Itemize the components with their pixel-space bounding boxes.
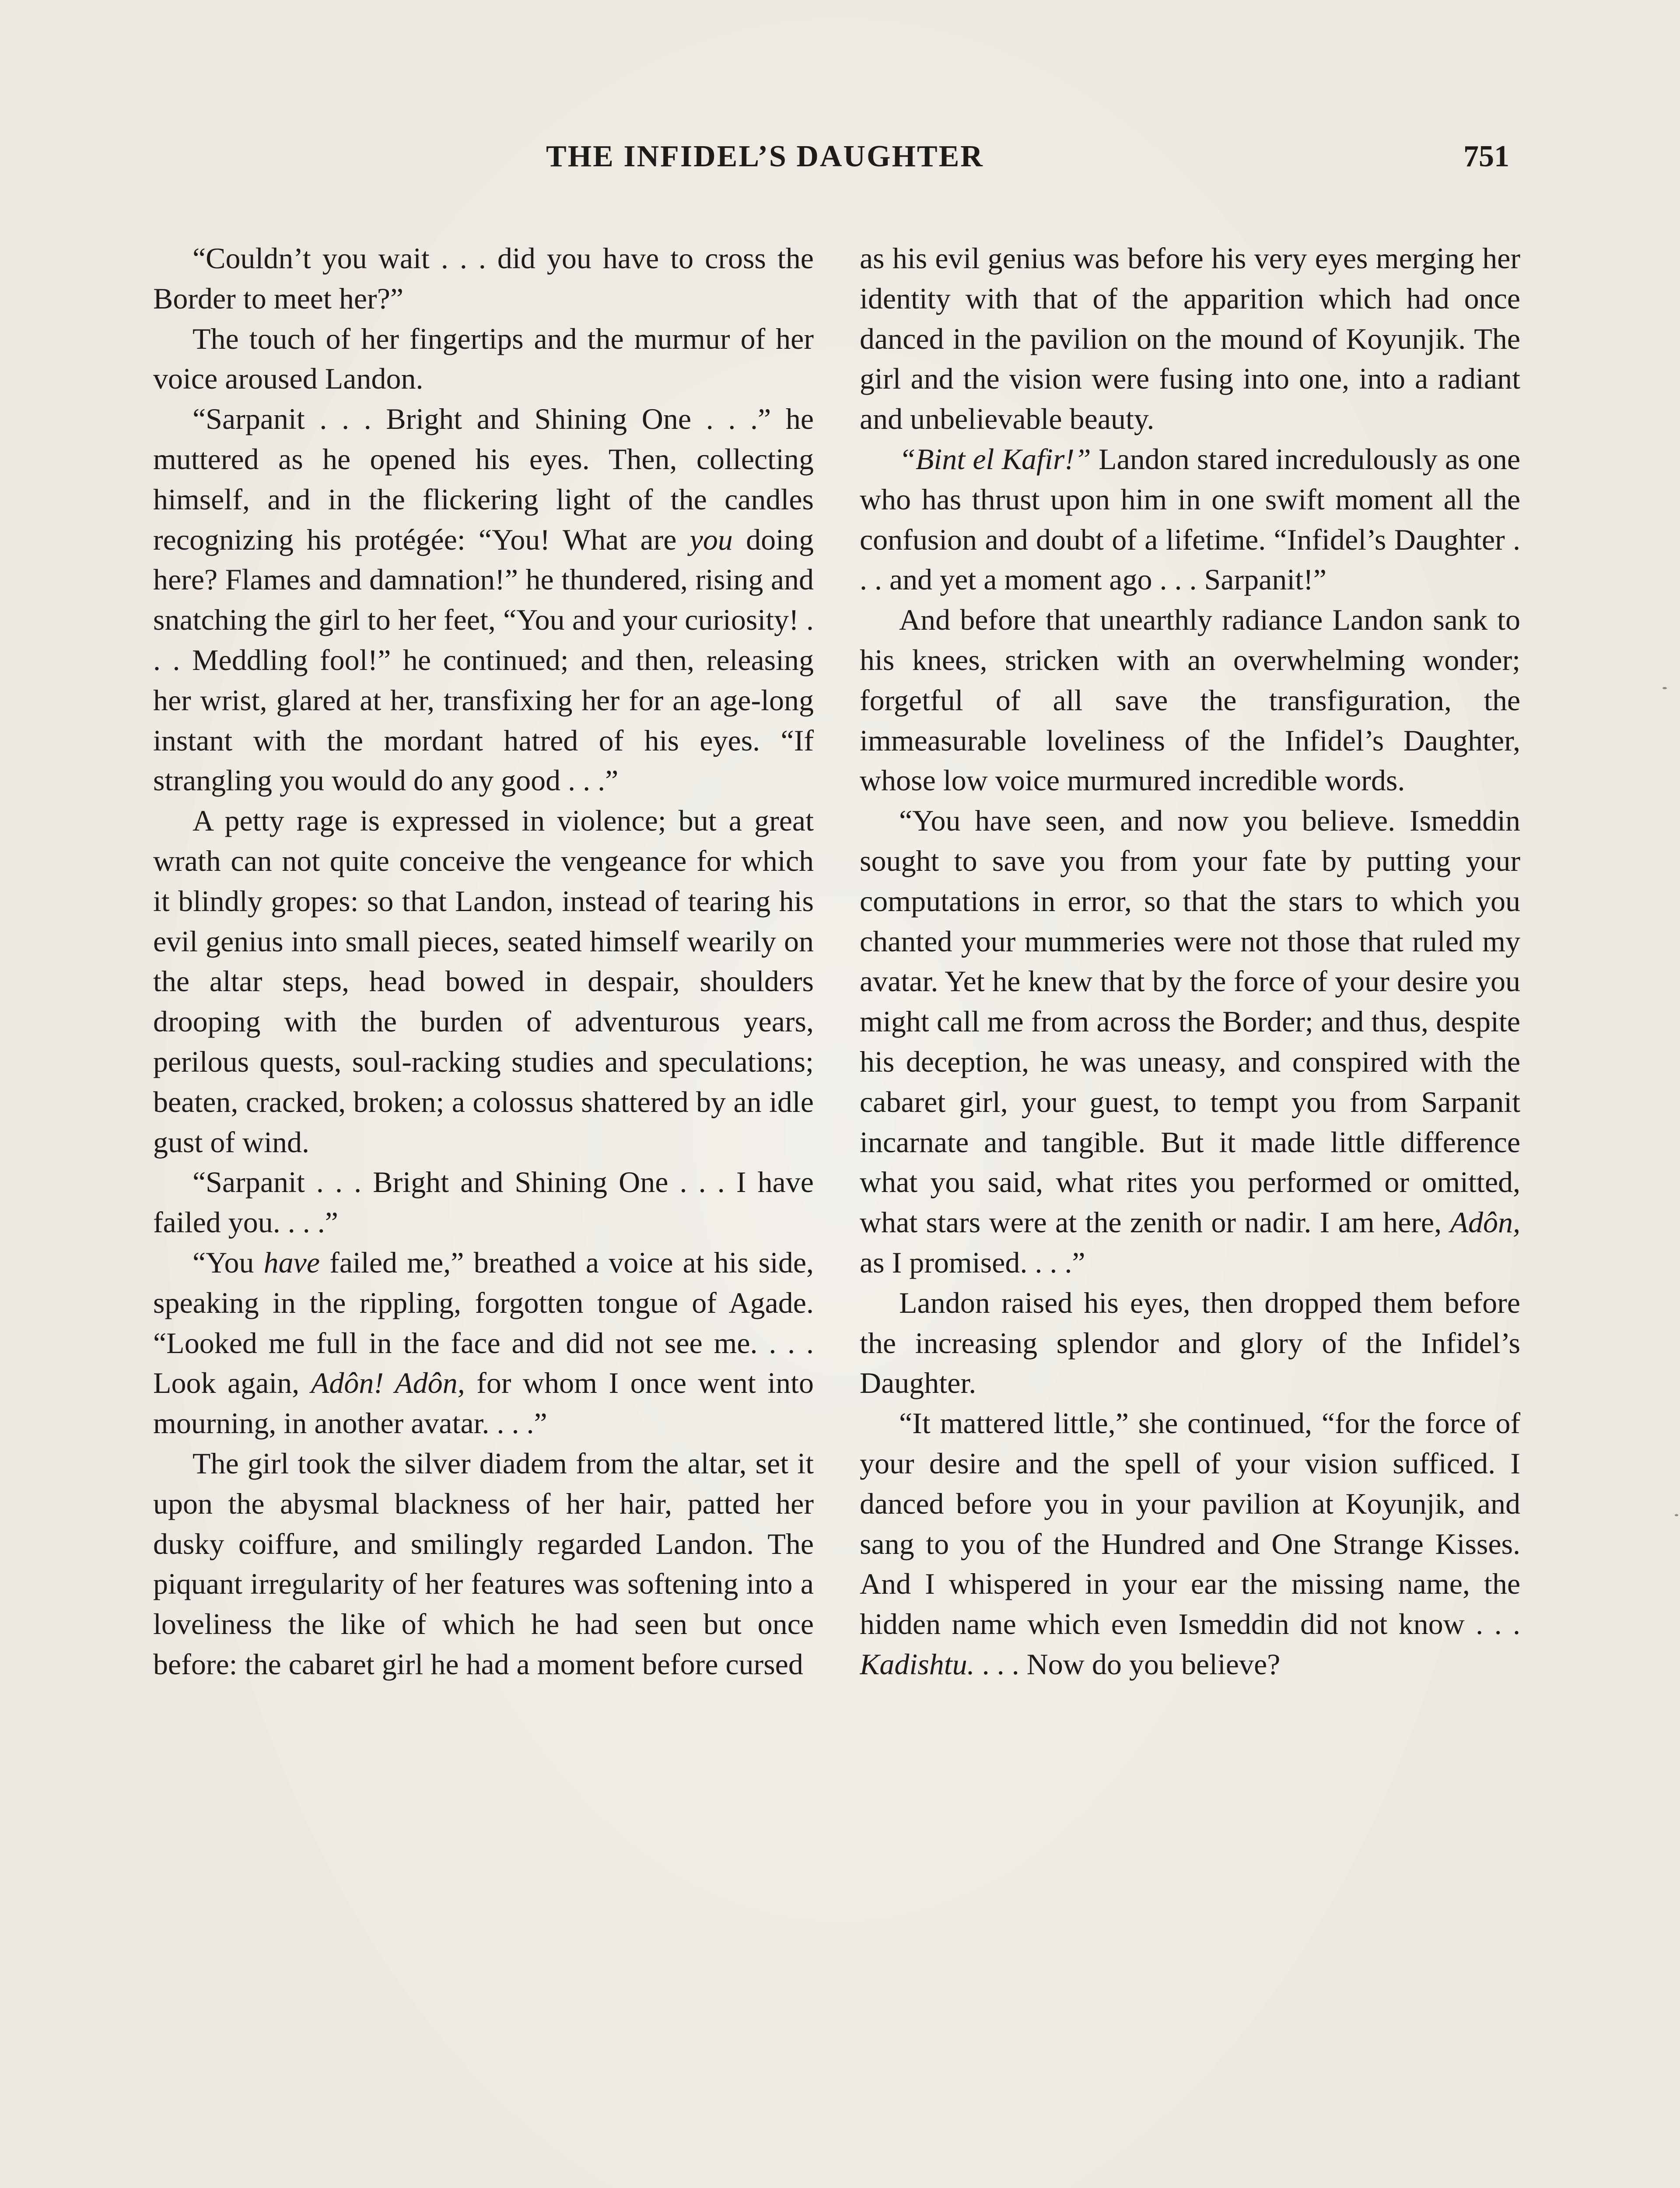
italic-text: Adôn! Adôn, [311, 1366, 465, 1400]
paper-speck [1662, 687, 1667, 689]
paragraph [860, 600, 1520, 801]
text-run: A petty rage is expressed in violence; but a great wrath can not quite conceive the vengeance for which it blindly gropes: so that Landon, instead of tearing his evil genius into small pieces, seated himself wearily on the altar steps, head bowed in despair, shoulders drooping with the burden of adventurous years, perilous quests, soul-racking studies and speculations; beaten, cracked, broken; a colossus shattered by an idle gust of wind. [153, 804, 814, 1159]
text-run: “It mattered little,” she continued, “for the force of your desire and the spell of your vision sufficed. I danced before you in your pavilion at Koyunjik, and sang to you of the Hundred and One Strange Kisses. And I whispered in your ear the missing name, the hidden name which even Ismeddin did not know . . . [860, 1406, 1520, 1641]
text-run: Landon stared incredulously as one who has thrust upon him in one swift moment all the confusion and doubt of a lifetime. “Infidel’s Daughter . . . and yet a moment ago . . . Sarpanit!” [860, 442, 1520, 596]
right-column [860, 238, 1520, 2188]
left-column [153, 238, 814, 2188]
paragraph [153, 1162, 814, 1243]
text-run: as I promised. . . .” [860, 1245, 1085, 1279]
italic-text: Adôn, [1450, 1206, 1520, 1239]
paragraph [153, 399, 814, 801]
paragraph [153, 1243, 814, 1444]
text-run: Landon raised his eyes, then dropped them before the increasing splendor and glory of the Infidel’s Daughter. [860, 1286, 1520, 1400]
paragraph [860, 801, 1520, 1283]
text-run: failed me,” breathed a voice at his side, speaking in the rippling, forgotten tongue of Agade. “Looked me full in the face and did not see me. . . . Look again, [153, 1245, 814, 1400]
paragraph [860, 1403, 1520, 1685]
text-run: The touch of her fingertips and the murmur of her voice aroused Landon. [153, 322, 814, 396]
paragraph [860, 1283, 1520, 1403]
text-run: “You have seen, and now you believe. Ismeddin sought to save you from your fate by putting your computations in error, so that the stars to which you chanted your mummeries were not those that ruled my avatar. Yet he knew that by the force of your desire you might call me from across the Border; and thus, despite his deception, he was uneasy, and conspired with the cabaret girl, your guest, to tempt you from Sarpanit incarnate and tangible. But it made little difference what you said, what rites you performed or omitted, what stars were at the zenith or nadir. I am here, [860, 804, 1520, 1239]
text-run: for whom I once went into mourning, in another avatar. . . .” [153, 1366, 814, 1440]
italic-text: have [263, 1245, 320, 1279]
paragraph [153, 1444, 814, 1685]
paragraph [153, 319, 814, 400]
italic-text: “Bint el Kafir!” [899, 442, 1091, 476]
text-run: doing here? Flames and damnation!” he thundered, rising and snatching the girl to her feet, “You and your curiosity! . . . Meddling fool!” he continued; and then, releasing her wrist, glared at her, transfixing her for an age-long instant with the mordant hatred of his eyes. “If strangling you would do any good . . .” [153, 522, 814, 797]
paragraph [153, 801, 814, 1162]
text-run: “Sarpanit . . . Bright and Shining One . . .” he muttered as he opened his eyes. Then, collecting himself, and in the flickering light of the candles recognizing his protégée: “You! What are [153, 402, 814, 556]
paper-speck [1675, 1514, 1678, 1516]
text-run: “You [192, 1245, 264, 1279]
text-run: “Couldn’t you wait . . . did you have to cross the Border to meet her?” [153, 242, 814, 315]
text-run: The girl took the silver diadem from the altar, set it upon the abysmal blackness of her hair, patted her dusky coiffure, and smilingly regarded Landon. The piquant irregularity of her features was softening into a loveliness the like of which he had seen but once before: the cabaret girl he had a moment before cursed [153, 1446, 814, 1681]
text-run: “Sarpanit . . . Bright and Shining One . . . I have failed you. . . .” [153, 1165, 814, 1239]
page-number: 751 [1463, 140, 1509, 173]
italic-text: you [690, 522, 733, 556]
paragraph [153, 238, 814, 319]
text-run: And before that unearthly radiance Landon sank to his knees, stricken with an overwhelming wonder; forgetful of all save the transfiguration, the immeasurable loveliness of the Infidel’s Daughter, whose low voice murmured incredible words. [860, 603, 1520, 797]
paragraph [860, 439, 1520, 600]
paragraph [860, 238, 1520, 439]
running-title: THE INFIDEL’S DAUGHTER [546, 140, 984, 173]
text-run: as his evil genius was before his very eyes merging her identity with that of the apparition which had once danced in the pavilion on the mound of Koyunjik. The girl and the vision were fusing into one, into a radiant and unbelievable beauty. [860, 242, 1520, 436]
text-run: . . . Now do you believe? [974, 1647, 1281, 1681]
italic-text: Kadishtu. [860, 1647, 975, 1681]
